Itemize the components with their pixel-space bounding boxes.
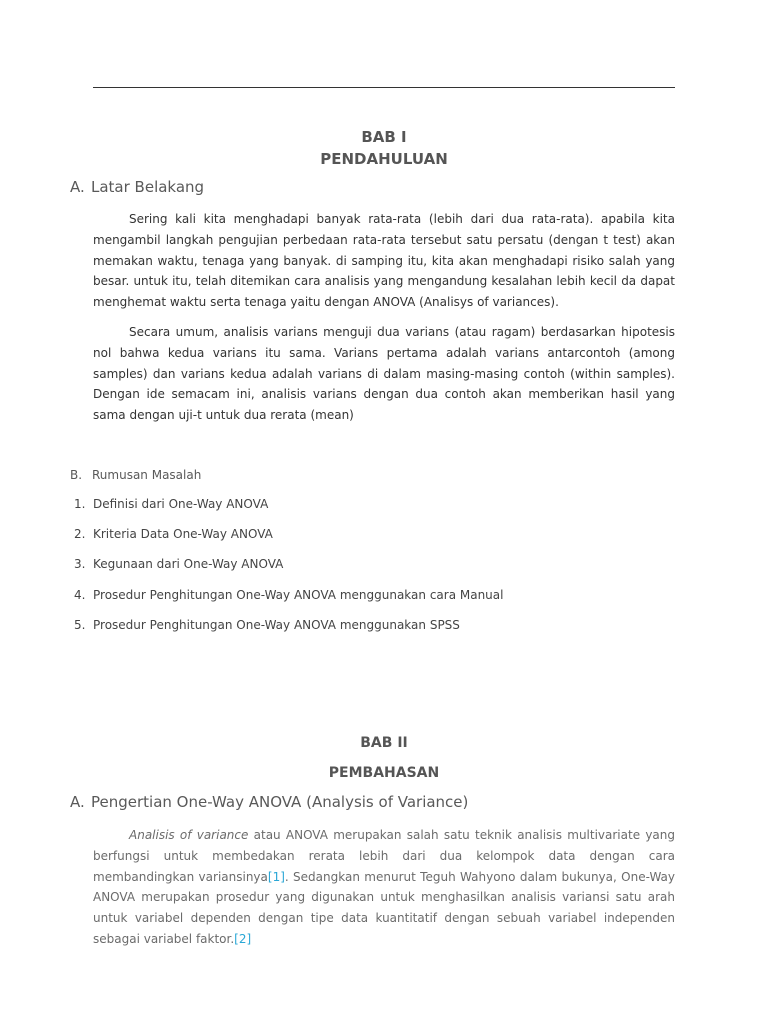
list-number: 4. [74, 588, 86, 602]
paragraph-text: Secara umum, analisis varians menguji dua varians (atau ragam) berdasarkan hipotesis nol bahwa kedua varians itu sama. Varians pertama adalah varians antarcontoh (among samples) dan varians kedua adalah varians di dalam masing-masing contoh (within samples). Dengan ide semacam ini, analisis varians dengan dua contoh akan memberikan hasil yang sama dengan uji-t untuk dua rerata (mean) [93, 325, 675, 423]
paragraph-text: Sering kali kita menghadapi banyak rata-rata (lebih dari dua rata-rata). apabila kita mengambil langkah pengujian perbedaan rata-rata tersebut satu persatu (dengan t test) akan memakan waktu, tenaga yang banyak. di samping itu, kita akan menghadapi risiko salah yang besar. untuk itu, telah ditemikan cara analisis yang mengandung kesalahan lebih kecil da dapat menghemat waktu serta tenaga yaitu dengan ANOVA (Analisys of variances). [93, 212, 675, 310]
paragraph-pengertian [93, 825, 675, 950]
list-text: Kegunaan dari One-Way ANOVA [93, 557, 284, 571]
list-text: Kriteria Data One-Way ANOVA [93, 527, 273, 541]
paragraph-text: . Sedangkan menurut Teguh Wahyono dalam bukunya, One-Way ANOVA merupakan prosedur yang digunakan untuk menghasilkan analisis variansi satu arah untuk variabel dependen dengan tipe data kuantitatif dengan sebuah variabel independen sebagai variabel faktor. [93, 869, 675, 946]
section-letter: A. [70, 178, 85, 196]
top-horizontal-rule [93, 87, 675, 88]
chapter-number-1: BAB I [361, 128, 407, 146]
list-number: 5. [74, 618, 86, 632]
section-title: Latar Belakang [91, 178, 205, 196]
list-text: Prosedur Penghitungan One-Way ANOVA menggunakan SPSS [93, 618, 460, 632]
section-letter: A. [70, 793, 85, 811]
section-title: Pengertian One-Way ANOVA (Analysis of Variance) [91, 793, 469, 811]
section-title: Rumusan Masalah [92, 468, 202, 482]
section-heading-latar-belakang [70, 178, 204, 196]
section-heading-pengertian [70, 793, 468, 811]
list-item [74, 497, 268, 511]
list-item [74, 557, 283, 571]
chapter-title-1: PENDAHULUAN [320, 150, 448, 168]
footnote-ref-2[interactable]: [2] [234, 931, 252, 946]
section-letter: B. [70, 468, 83, 482]
list-text: Prosedur Penghitungan One-Way ANOVA menggunakan cara Manual [93, 588, 504, 602]
chapter-number-2: BAB II [360, 735, 408, 751]
paragraph-text: atau ANOVA merupakan salah satu teknik analisis multivariate yang berfungsi untuk membedakan rerata lebih dari dua kelompok data dengan cara membandingkan variansinya [93, 828, 676, 884]
chapter-title-2: PEMBAHASAN [328, 765, 440, 781]
list-number: 1. [74, 497, 86, 511]
paragraph-latar-1 [93, 209, 675, 313]
list-item [74, 618, 460, 632]
list-number: 2. [74, 527, 86, 541]
section-heading-rumusan-masalah [70, 468, 201, 482]
italic-term: Analisis of variance [129, 828, 249, 842]
list-text: Definisi dari One-Way ANOVA [93, 497, 269, 511]
list-item [74, 527, 273, 541]
paragraph-latar-2 [93, 322, 675, 426]
list-number: 3. [74, 557, 86, 571]
footnote-ref-1[interactable]: [1] [267, 869, 285, 884]
list-item [74, 588, 503, 602]
